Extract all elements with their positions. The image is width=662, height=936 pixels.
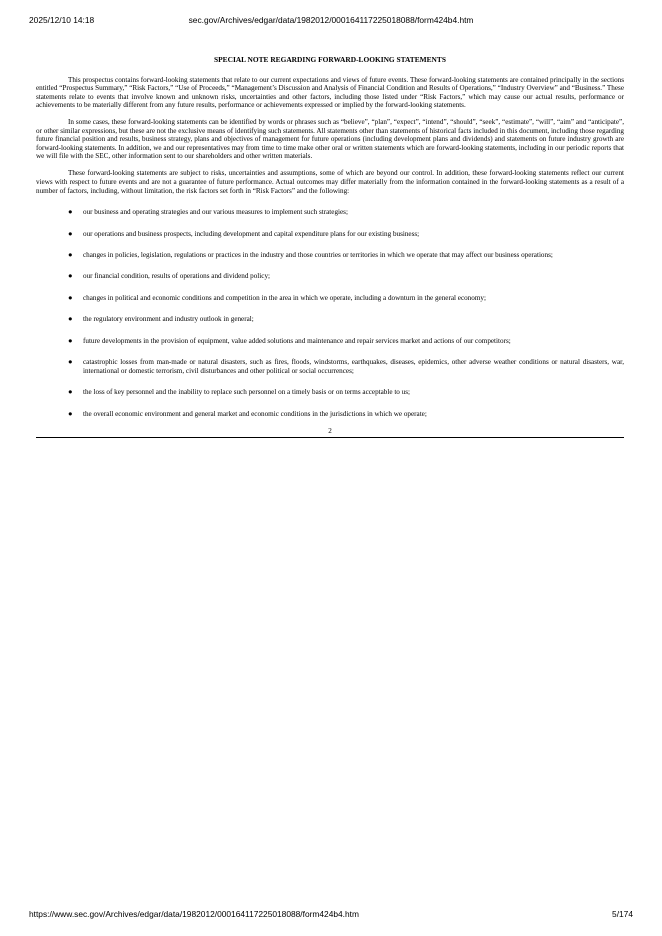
list-item xyxy=(36,337,624,346)
list-item xyxy=(36,294,624,303)
list-item-text: our operations and business prospects, including development and capital expenditure plans for our existing business; xyxy=(83,229,420,238)
bullet-icon: ● xyxy=(68,335,73,345)
bullet-icon: ● xyxy=(68,292,73,302)
list-item-text: catastrophic losses from man-made or natural disasters, such as fires, floods, windstorms, earthquakes, diseases, epidemics, other adverse weather conditions or natural disasters, war, international or domestic terrorism, civil disturbances and other political or social occurrences; xyxy=(83,358,624,375)
list-item-text: our financial condition, results of operations and dividend policy; xyxy=(83,272,271,281)
bullet-icon: ● xyxy=(68,207,73,217)
list-item-text: our business and operating strategies and our various measures to implement such strategies; xyxy=(83,208,348,217)
bullet-icon: ● xyxy=(68,314,73,324)
print-header xyxy=(0,15,662,27)
list-item xyxy=(36,388,624,397)
list-item-text: the loss of key personnel and the inability to replace such personnel on a timely basis or on terms acceptable to us; xyxy=(83,388,410,397)
print-footer xyxy=(0,909,662,921)
list-item-text: future developments in the provision of equipment, value added solutions and maintenance and repair services market and actions of our competitors; xyxy=(83,336,511,345)
print-datetime: 2025/12/10 14:18 xyxy=(29,15,95,25)
list-item xyxy=(36,251,624,260)
paragraph-identification: In some cases, these forward-looking statements can be identified by words or phrases such as “believe”, “plan”, “expect”, “intend”, “should”, “seek”, “estimate”, “will”, “aim” and “anticipate”, or other similar expressions, but these are not the exclusive means of identifying such statements. All statements other than statements of historical facts included in this document, including those regarding future financial position and results, business strategy, plans and objectives of management for future operations (including development plans and dividends) and statements on future industry growth are forward-looking statements. In addition, we and our representatives may from time to time make other oral or written statements which are forward-looking statements, including in our periodic reports that we will file with the SEC, other information sent to our shareholders and other written materials. xyxy=(36,118,624,161)
list-item-text: changes in political and economic conditions and competition in the area in which we operate, including a downturn in the general economy; xyxy=(83,293,486,302)
list-item xyxy=(36,272,624,281)
bullet-icon: ● xyxy=(68,249,73,259)
bullet-icon: ● xyxy=(68,357,73,367)
print-page-count: 5/174 xyxy=(612,909,633,919)
list-item xyxy=(36,358,624,375)
print-footer-url: https://www.sec.gov/Archives/edgar/data/1982012/000164117225018088/form424b4.htm xyxy=(29,909,359,919)
list-item-text: changes in policies, legislation, regulations or practices in the industry and those countries or territories in which we operate that may affect our business operations; xyxy=(83,250,553,259)
paragraph-risks: These forward-looking statements are subject to risks, uncertainties and assumptions, some of which are beyond our control. In addition, these forward-looking statements reflect our current views with respect to future events and are not a guarantee of future performance. Actual outcomes may differ materially from the information contained in the forward-looking statements as a result of a number of factors, including, without limitation, the risk factors set forth in “Risk Factors” and the following: xyxy=(36,169,624,195)
bullet-icon: ● xyxy=(68,271,73,281)
page-divider xyxy=(36,437,624,438)
list-item xyxy=(36,410,624,419)
bullet-icon: ● xyxy=(68,228,73,238)
list-item-text: the regulatory environment and industry outlook in general; xyxy=(83,315,254,324)
section-title: SPECIAL NOTE REGARDING FORWARD-LOOKING STATEMENTS xyxy=(214,55,446,64)
page-number: 2 xyxy=(328,427,332,436)
list-item xyxy=(36,208,624,217)
bullet-icon: ● xyxy=(68,408,73,418)
risk-factor-list xyxy=(36,208,624,418)
list-item xyxy=(36,315,624,324)
list-item-text: the overall economic environment and general market and economic conditions in the jurisdictions in which we operate; xyxy=(83,409,427,418)
list-item xyxy=(36,230,624,239)
document-body xyxy=(36,56,624,438)
paragraph-intro: This prospectus contains forward-looking statements that relate to our current expectations and views of future events. These forward-looking statements are contained principally in the sections entitled “Prospectus Summary,” “Risk Factors,” “Use of Proceeds,” “Management’s Discussion and Analysis of Financial Condition and Results of Operations,” “Industry Overview” and “Business.” These statements relate to events that involve known and unknown risks, uncertainties and other factors, including those listed under “Risk Factors,” which may cause our actual results, performance or achievements to be materially different from any future results, performance or achievements expressed or implied by the forward-looking statements. xyxy=(36,75,624,110)
print-header-url: sec.gov/Archives/edgar/data/1982012/000164117225018088/form424b4.htm xyxy=(188,15,474,25)
bullet-icon: ● xyxy=(68,387,73,397)
